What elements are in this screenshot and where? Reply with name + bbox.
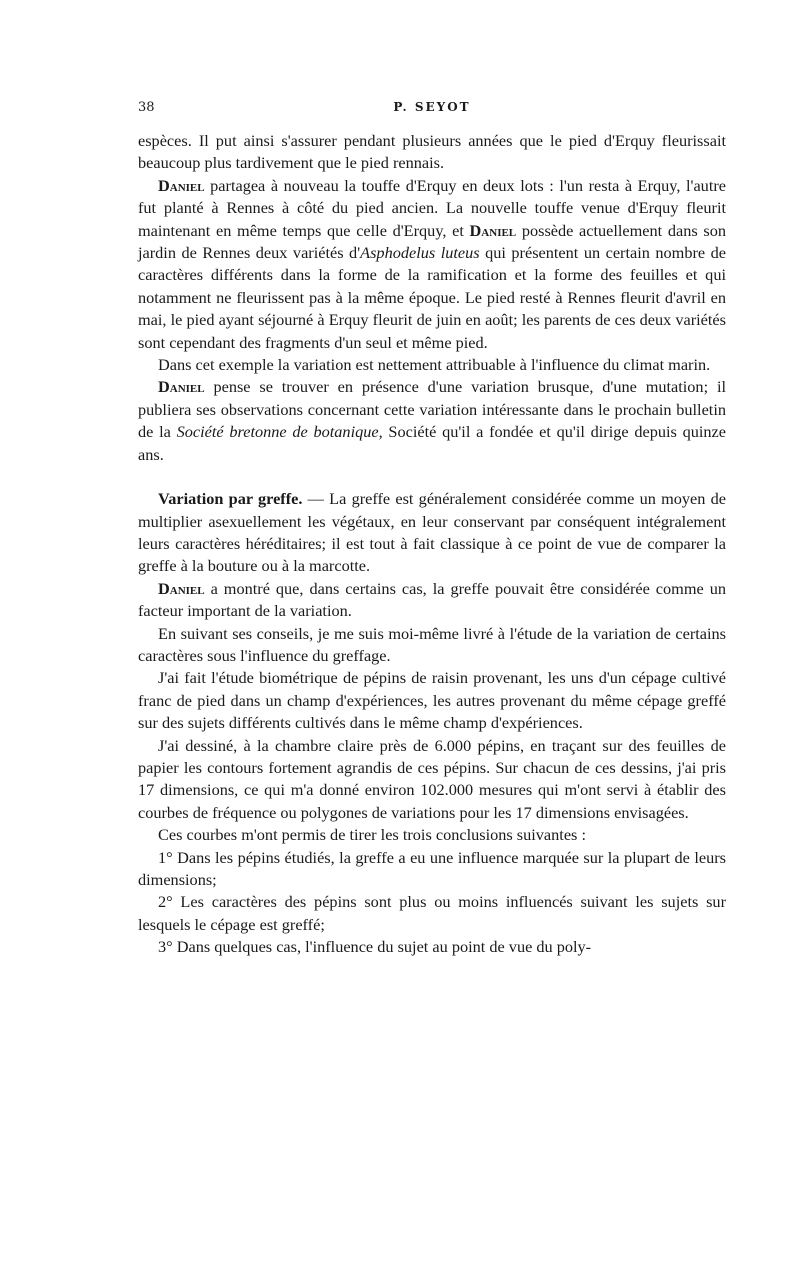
text: Ces courbes m'ont permis de tirer les trois conclusions suivantes : (158, 825, 586, 845)
author-name: Daniel (158, 578, 205, 598)
text: pense se trouver en présence d'une variation brusque, d'une mutation; il publiera ses observations concernant cette variation intéressante dans le prochain bulletin de la (138, 377, 726, 442)
text: J'ai fait l'étude biométrique de pépins de raisin provenant, les uns d'un cépage cultivé franc de pied dans un champ d'expériences, les autres provenant du même cépage greffé sur des sujets différents cultivés dans le même champ d'expériences. (138, 668, 726, 733)
text: partagea à nouveau la touffe d'Erquy en deux lots : l'un resta à Erquy, l'autre fut planté à Rennes à côté du pied ancien. La nouvelle touffe venue d'Erquy fleurit maintenant en même temps que celle d'Erquy, et (138, 175, 726, 240)
text: qui présentent un certain nombre de caractères différents dans la forme de la ramification et la forme des feuilles et qui notamment ne fleurissent pas à la même époque. Le pied resté à Rennes fleurit d'avril en mai, le pied ayant séjourné à Erquy fleurit de juin en août; les parents de ces deux variétés sont cependant des fragments d'un seul et même pied. (138, 243, 726, 352)
paragraph (138, 824, 726, 846)
paragraph (138, 354, 726, 376)
text: , Société qu'il a fondée et qu'il dirige depuis quinze ans. (138, 422, 726, 464)
paragraph (138, 891, 726, 936)
running-head: P. SEYOT (393, 100, 471, 114)
text: espèces. Il put ainsi s'assurer pendant plusieurs années que le pied d'Erquy fleurissait beaucoup plus tardivement que le pied rennais. (138, 131, 726, 173)
text: 2° Les caractères des pépins sont plus ou moins influencés suivant les sujets sur lesquels le cépage est greffé; (138, 892, 726, 934)
text: — La greffe est généralement considérée comme un moyen de multiplier asexuellement les végétaux, en leur conservant par conséquent intégralement leurs caractères héréditaires; il est tout à fait classique à ce point de vue de comparer la greffe à la bouture ou à la marcotte. (138, 489, 726, 576)
paragraph (138, 488, 726, 578)
section-heading: Variation par greffe. (158, 489, 303, 509)
paragraph (138, 847, 726, 892)
author-name: Daniel (158, 175, 205, 195)
text: 1° Dans les pépins étudiés, la greffe a eu une influence marquée sur la plupart de leurs dimensions; (138, 847, 726, 889)
paragraph (138, 175, 726, 354)
page-header (138, 100, 726, 120)
text: possède actuellement dans son jardin de Rennes deux variétés d' (138, 220, 726, 263)
paragraph (138, 936, 726, 958)
paragraph (138, 376, 726, 466)
text: Dans cet exemple la variation est nettement attribuable à l'influence du climat marin. (158, 355, 711, 375)
paragraph (138, 667, 726, 734)
society-name: Société bretonne de botanique (176, 422, 379, 442)
paragraph (138, 735, 726, 825)
text: J'ai dessiné, à la chambre claire près de 6.000 pépins, en traçant sur des feuilles de papier les contours fortement agrandis de ces pépins. Sur chacun de ces dessins, j'ai pris 17 dimensions, ce qui m'a donné environ 102.000 mesures qui m'ont servi à établir des courbes de fréquence ou polygones de variations pour les 17 dimensions envisagées. (138, 735, 726, 822)
author-name: Daniel (158, 377, 205, 397)
text: 3° Dans quelques cas, l'influence du sujet au point de vue du poly- (158, 937, 592, 957)
author-name: Daniel (469, 220, 517, 240)
paragraph (138, 578, 726, 623)
paragraph (138, 130, 726, 175)
text: En suivant ses conseils, je me suis moi-même livré à l'étude de la variation de certains caractères sous l'influence du greffage. (138, 623, 726, 665)
species-name: Asphodelus luteus (360, 243, 480, 263)
paragraph (138, 623, 726, 668)
text: a montré que, dans certains cas, la greffe pouvait être considérée comme un facteur important de la variation. (138, 578, 726, 621)
page-number: 38 (138, 100, 155, 115)
body-text (138, 130, 726, 959)
